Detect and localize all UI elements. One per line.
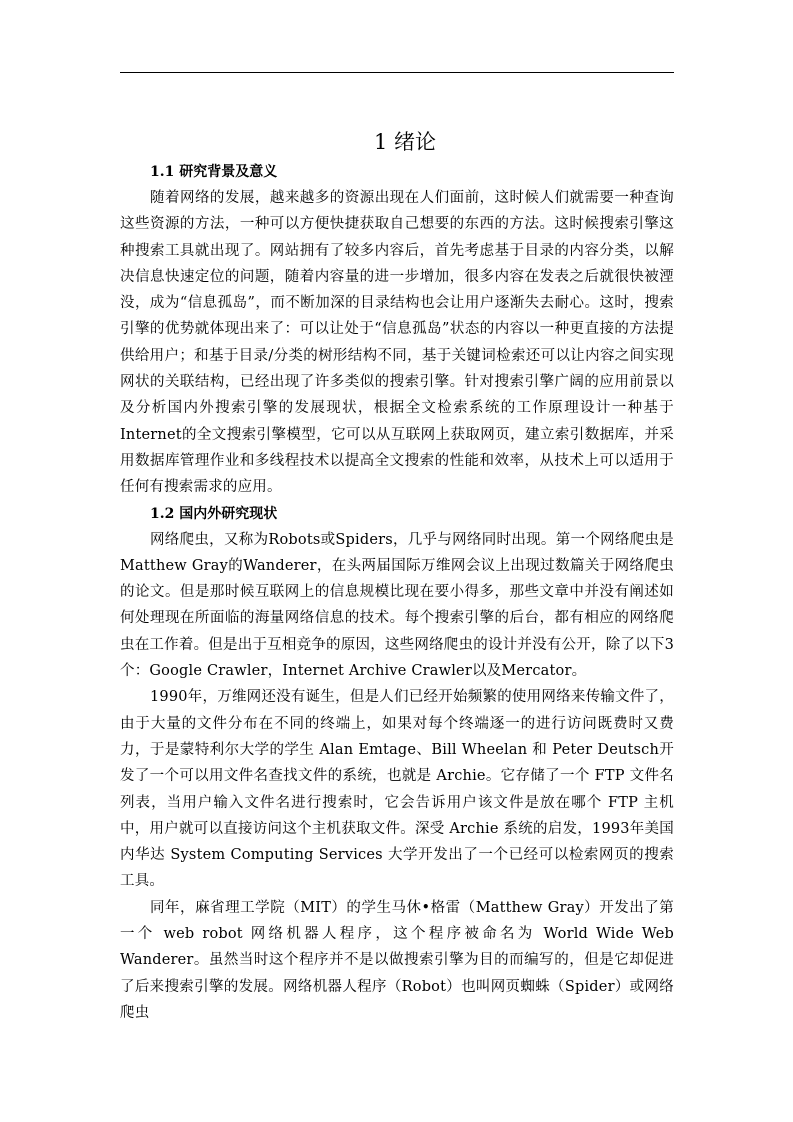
chapter-title: 1 绪论 <box>373 130 437 154</box>
section-research-status <box>120 501 674 1027</box>
document-body <box>120 125 674 1026</box>
section-heading: 1.1 研究背景及意义 <box>150 164 278 180</box>
paragraph: 网络爬虫，又称为Robots或Spiders，几乎与网络同时出现。第一个网络爬虫是Matthew Gray的Wanderer，在头两届国际万维网会议上出现过数篇关于网络爬虫的论文。但是那时候互联网上的信息规模比现在要小得多，那些文章中并没有阐述如何处理现在所面临的海量网络信息的技术。每个搜索引擎的后台，都有相应的网络爬虫在工作着。但是出于互相竞争的原因，这些网络爬虫的设计并没有公开，除了以下3个：Google Crawler，Internet Archive Crawler以及Mercator。 <box>120 531 674 680</box>
paragraph: 1990年，万维网还没有诞生，但是人们已经开始频繁的使用网络来传输文件了，由于大量的文件分布在不同的终端上，如果对每个终端逐一的进行访问既费时又费力，于是蒙特利尔大学的学生 Alan Emtage、Bill Wheelan 和 Peter Deutsch开发了一个可以用文件名查找文件的系统，也就是 Archie。它存储了一个 FTP 文件名列表，当用户输入文件名进行搜索时，它会告诉用户该文件是放在哪个 FTP 主机中，用户就可以直接访问这个主机获取文件。深受 Archie 系统的启发，1993年美国内华达 System Computing Services 大学开发出了一个已经可以检索网页的搜索工具。 <box>120 689 674 890</box>
paragraph: 随着网络的发展，越来越多的资源出现在人们面前，这时候人们就需要一种查询这些资源的方法，一种可以方便快捷获取自己想要的东西的方法。这时候搜索引擎这种搜索工具就出现了。网站拥有了较多内容后，首先考虑基于目录的内容分类，以解决信息快速定位的问题，随着内容量的进一步增加，很多内容在发表之后就很快被湮没，成为“信息孤岛”，而不断加深的目录结构也会让用户逐渐失去耐心。这时，搜索引擎的优势就体现出来了：可以让处于“信息孤岛”状态的内容以一种更直接的方法提供给用户；和基于目录/分类的树形结构不同，基于关键词检索还可以让内容之间实现网状的关联结构，已经出现了许多类似的搜索引擎。针对搜索引擎广阔的应用前景以及分析国内外搜索引擎的发展现状，根据全文检索系统的工作原理设计一种基于Internet的全文搜索引擎模型，它可以从互联网上获取网页，建立索引数据库，并采用数据库管理作业和多线程技术以提高全文搜索的性能和效率，从技术上可以适用于任何有搜索需求的应用。 <box>120 190 674 496</box>
paragraph: 同年，麻省理工学院（MIT）的学生马休•格雷（Matthew Gray）开发出了第一个 web robot 网络机器人程序，这个程序被命名为 World Wide Web Wanderer。虽然当时这个程序并不是以做搜索引擎为目的而编写的，但是它却促进了后来搜索引擎的发展。网络机器人程序（Robot）也叫网页蜘蛛（Spider）或网络爬虫 <box>120 899 674 1021</box>
section-research-background <box>120 159 674 501</box>
section-heading: 1.2 国内外研究现状 <box>150 505 278 522</box>
header-rule <box>120 72 674 73</box>
